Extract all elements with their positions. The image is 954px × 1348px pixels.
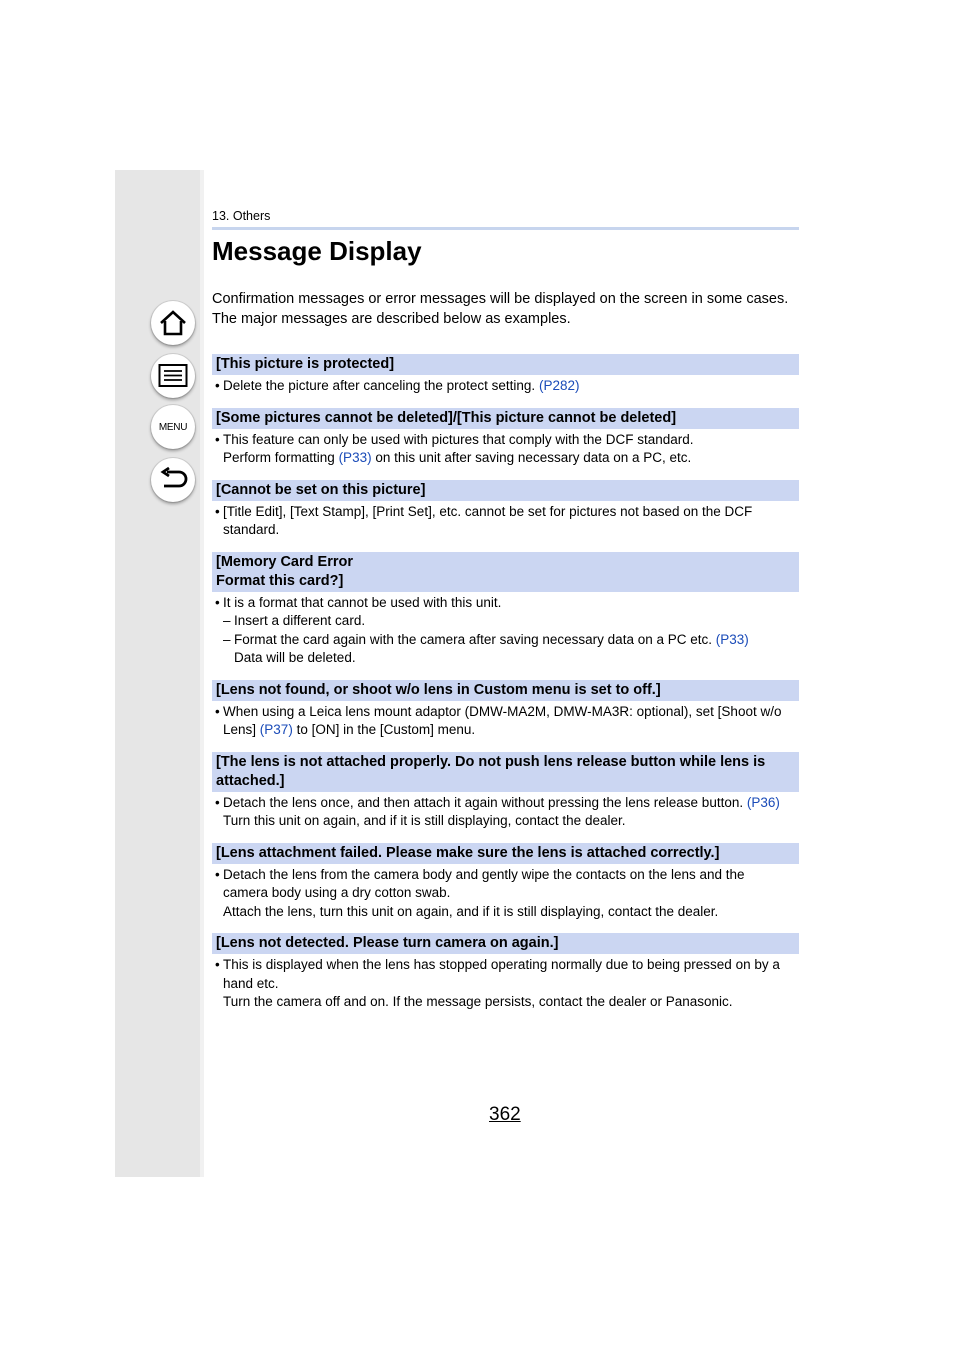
section-heading (212, 680, 799, 701)
heading-line: [Lens not found, or shoot w/o lens in Custom menu is set to off.] (216, 681, 661, 698)
bullet-item: • Delete the picture after canceling the protect setting. (P282) (212, 377, 799, 396)
page-link[interactable]: (P33) (338, 450, 372, 465)
section-body (212, 501, 799, 540)
section-heading (212, 933, 799, 954)
back-button[interactable] (151, 458, 195, 502)
section-heading (212, 843, 799, 864)
heading-line: [Memory Card Error (216, 553, 353, 570)
section-body (212, 429, 799, 468)
page-number: 362 (489, 1104, 521, 1125)
breadcrumb: 13. Others (212, 209, 271, 223)
bullet-item: • This feature can only be used with pictures that comply with the DCF standard. (212, 431, 799, 450)
dash-continuation: Data will be deleted. (234, 650, 356, 665)
page-title: Message Display (212, 236, 422, 266)
page-link[interactable]: (P282) (538, 378, 580, 393)
heading-line: Format this card?] (216, 572, 344, 589)
bullet-item: • Detach the lens once, and then attach it again without pressing the lens release button. (P36) (212, 794, 799, 813)
menu-button[interactable] (151, 405, 195, 449)
bullet-item: • This is displayed when the lens has stopped operating normally due to being pressed on by a (212, 956, 799, 975)
bullet-continuation: hand etc. (223, 975, 279, 991)
bullet-item: • Detach the lens from the camera body and gently wipe the contacts on the lens and the (212, 866, 799, 885)
list-icon (158, 363, 188, 389)
bullet-continuation: camera body using a dry cotton swab. (223, 885, 451, 900)
header-rule (212, 227, 799, 230)
heading-line: [The lens is not attached properly. Do not push lens release button while lens is (216, 753, 766, 770)
intro-line: The major messages are described below as examples. (212, 310, 571, 327)
bullet-continuation: Turn this unit on again, and if it is still displaying, contact the dealer. (223, 813, 626, 828)
page-link[interactable]: (P37) (259, 722, 293, 737)
section-heading (212, 354, 799, 375)
dash-item: – Format the card again with the camera after saving necessary data on a PC etc. (P33) (212, 631, 799, 650)
page-link[interactable]: (P36) (746, 794, 780, 810)
section-body (212, 864, 799, 922)
section-body (212, 792, 799, 831)
menu-label: MENU (158, 421, 188, 433)
section-heading (212, 752, 799, 792)
heading-line: attached.] (216, 772, 285, 789)
section-heading (212, 552, 799, 592)
bullet-continuation: Perform formatting (P33) on this unit after saving necessary data on a PC, etc. (223, 450, 692, 465)
bullet-item: • [Title Edit], [Text Stamp], [Print Set], etc. cannot be set for pictures not based on the DCF (212, 503, 799, 522)
heading-line: [Some pictures cannot be deleted]/[This picture cannot be deleted] (216, 409, 677, 426)
heading-line: [Lens attachment failed. Please make sure the lens is attached correctly.] (216, 844, 720, 861)
contents-button[interactable] (151, 354, 195, 398)
section-body (212, 375, 799, 396)
back-arrow-icon (158, 466, 188, 494)
bullet-continuation: Attach the lens, turn this unit on again, and if it is still displaying, contact the dealer. (223, 903, 719, 919)
dash-item: – Insert a different card. (212, 612, 799, 631)
page-link[interactable]: (P33) (715, 631, 749, 647)
home-button[interactable] (151, 301, 195, 345)
sidebar-edge (200, 170, 204, 1177)
section-body (212, 954, 799, 1012)
intro-text (212, 290, 812, 329)
bullet-item: • When using a Leica lens mount adaptor (DMW-MA2M, DMW-MA3R: optional), set [Shoot w/o (212, 703, 799, 722)
section-heading (212, 480, 799, 501)
message-list (212, 354, 799, 1012)
bullet-continuation: Turn the camera off and on. If the message persists, contact the dealer or Panasonic. (223, 994, 733, 1009)
home-icon (158, 308, 188, 338)
bullet-continuation: Lens] (P37) to [ON] in the [Custom] menu. (223, 722, 476, 737)
intro-line: Confirmation messages or error messages will be displayed on the screen in some cases. (212, 291, 789, 307)
section-body (212, 592, 799, 668)
heading-line: [Cannot be set on this picture] (216, 481, 426, 498)
section-heading (212, 408, 799, 429)
heading-line: [This picture is protected] (216, 356, 395, 372)
bullet-continuation: standard. (223, 522, 280, 537)
heading-line: [Lens not detected. Please turn camera on again.] (216, 935, 559, 951)
section-body (212, 701, 799, 740)
bullet-item: • It is a format that cannot be used with this unit. (212, 594, 799, 613)
